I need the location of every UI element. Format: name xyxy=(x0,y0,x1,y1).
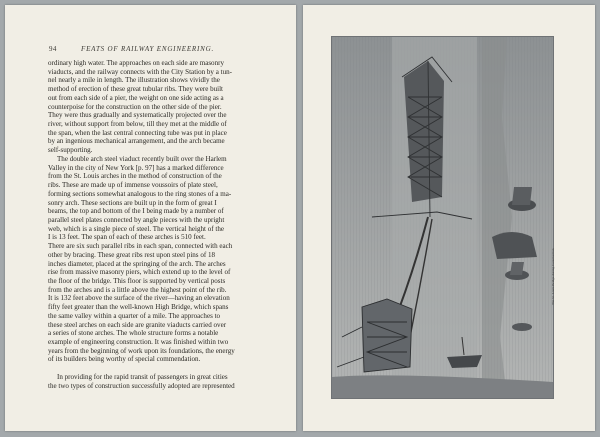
paragraph-2 xyxy=(48,155,270,364)
text-line: of its builders being worthy of special commendation. xyxy=(48,355,201,364)
illustration-caption: The St. Louis Bridge during Construction. xyxy=(551,247,555,305)
text-line: viaducts, and the railway connects with the City Station by a tun- xyxy=(48,67,232,76)
text-line: the span, when the last central connecting tube was put in place xyxy=(48,128,227,137)
text-line: counterpoise for the construction on the other side of the pier. xyxy=(48,102,222,111)
text-line: river, without support from below, till they met at the middle of xyxy=(48,120,227,129)
text-line: They were thus gradually and systematically projected over the xyxy=(48,111,227,120)
left-page xyxy=(5,5,296,431)
bridge-construction-image xyxy=(332,37,553,398)
text-line: the two types of construction successfully adopted are represented xyxy=(48,381,235,390)
text-line: In providing for the rapid transit of passengers in great cities xyxy=(57,373,228,382)
page-number: 94 xyxy=(49,45,57,53)
text-line: a series of stone arches. The whole structure forms a notable xyxy=(48,329,219,338)
text-line: There are six such parallel ribs in each span, connected with each xyxy=(48,242,233,251)
right-page xyxy=(303,5,595,431)
text-line: from the St. Louis arches in the method of construction of the xyxy=(48,172,222,181)
text-line: years from the beginning of work upon its foundations, the energy xyxy=(48,346,235,355)
bridge-engraving xyxy=(331,36,554,399)
text-line: ribs. These are made up of immense voussoirs of plate steel, xyxy=(48,181,218,190)
text-line: forming sections somewhat analogous to the ring stones of a ma- xyxy=(48,189,232,198)
text-line: the same valley within a quarter of a mile. The approaches to xyxy=(48,311,221,320)
paragraph-3 xyxy=(48,373,270,390)
text-line: The double arch steel viaduct recently built over the Harlem xyxy=(57,154,227,163)
paragraph-gap xyxy=(48,364,270,373)
text-line: out from each side of a pier, the weight on one side acting as a xyxy=(48,93,224,102)
text-line: method of erection of these great tubular ribs. They were built xyxy=(48,85,224,94)
running-title: FEATS OF RAILWAY ENGINEERING. xyxy=(81,45,215,53)
text-line: nel nearly a mile in length. The illustration shows vividly the xyxy=(48,76,220,85)
text-line: example of engineering construction. It was finished within two xyxy=(48,338,229,346)
text-line: self-supporting. xyxy=(48,146,93,155)
text-line: these steel arches on each side are granite viaducts carried over xyxy=(48,320,227,329)
text-line: ordinary high water. The approaches on each side are masonry xyxy=(48,59,224,67)
text-line: web, which is a single piece of steel. The vertical height of the xyxy=(48,224,224,233)
text-line: beams, the top and bottom of the I being made by a number of xyxy=(48,207,224,216)
text-line: from the arches and is a little above the highest point of the rib. xyxy=(48,285,227,294)
text-line: sonry arch. These sections are built up in the form of great I xyxy=(48,198,217,207)
text-line: It is 132 feet above the surface of the river—having an elevation xyxy=(48,294,230,303)
text-line: parallel steel plates connected by angle pieces with the upright xyxy=(48,215,225,224)
text-line: fifty feet greater than the well-known High Bridge, which spans xyxy=(48,303,229,312)
text-line: I is 13 feet. The span of each of these arches is 510 feet. xyxy=(48,233,206,242)
paragraph-1 xyxy=(48,59,270,155)
text-line: the floor of the bridge. This floor is supported by vertical posts xyxy=(48,276,226,285)
text-line: by an ingenious mechanical arrangement, and the arch became xyxy=(48,137,225,146)
body-text xyxy=(48,59,270,391)
text-line: other by bracing. These great ribs rest upon steel pins of 18 xyxy=(48,250,215,259)
text-line: Valley in the city of New York [p. 97] has a marked difference xyxy=(48,163,224,172)
text-line: inches diameter, placed at the springing of the arch. The arches xyxy=(48,259,226,268)
text-line: rise from massive masonry piers, which extend up to the level of xyxy=(48,268,231,277)
